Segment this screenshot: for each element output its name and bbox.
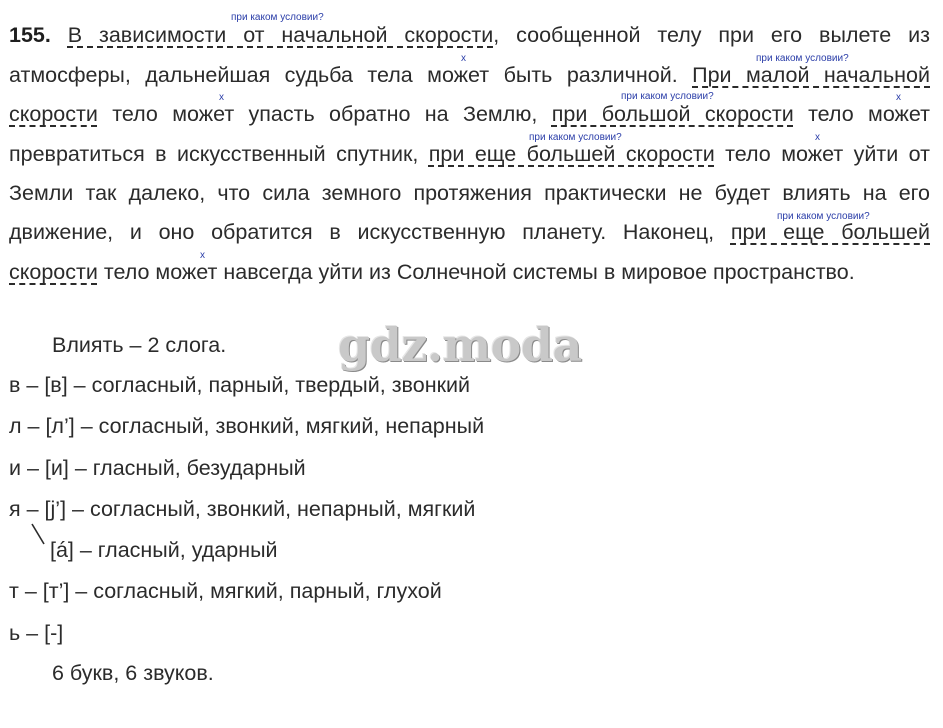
task-line-5 <box>9 180 930 206</box>
task-number: 155. <box>9 23 51 47</box>
adverbial-phrase-5: при еще большей <box>730 220 930 244</box>
question-annotation: при каком условии? <box>231 12 324 23</box>
task-line-6 <box>9 219 930 245</box>
analysis-row: т – [т’] – согласный, мягкий, парный, глухой <box>9 579 442 603</box>
task-text: тело может упасть обратно на Землю, <box>97 102 552 126</box>
adverbial-phrase-4: при еще большей скорости <box>428 142 715 166</box>
task-text: движение, и оно обратится в искусственную планету. Наконец, <box>9 220 731 244</box>
task-text: тело может навсегда уйти из Солнечной системы в мировое пространство. <box>97 260 855 284</box>
analysis-summary: 6 букв, 6 звуков. <box>52 661 214 685</box>
analysis-row: л – [л’] – согласный, звонкий, мягкий, непарный <box>9 414 485 438</box>
task-text: атмосферы, дальнейшая судьба тела может быть различной. <box>9 63 693 87</box>
question-annotation: при каком условии? <box>756 53 849 64</box>
watermark: gdz.moda <box>338 318 582 372</box>
x-mark: х <box>219 92 224 103</box>
task-line-4 <box>9 141 930 167</box>
adverbial-phrase-2-end: скорости <box>9 102 98 126</box>
adverbial-phrase-1: В зависимости от начальной скорости <box>67 23 494 47</box>
adverbial-phrase-2: При малой начальной <box>692 63 930 87</box>
task-text: тело может уйти от <box>714 142 930 166</box>
task-line-2 <box>9 62 930 88</box>
x-mark: х <box>896 92 901 103</box>
task-text: , сообщенной телу при его вылете из <box>493 23 930 47</box>
analysis-row: в – [в] – согласный, парный, твердый, звонкий <box>9 373 470 397</box>
branch-line-icon <box>30 522 46 546</box>
task-text: тело может <box>793 102 931 126</box>
question-annotation: при каком условии? <box>621 91 714 102</box>
analysis-row: я – [j’] – согласный, звонкий, непарный, мягкий <box>9 497 476 521</box>
question-annotation: при каком условии? <box>777 211 870 222</box>
analysis-row: [á] – гласный, ударный <box>50 538 278 562</box>
x-mark: х <box>200 250 205 261</box>
task-text: Земли так далеко, что сила земного протяжения практически не будет влиять на его <box>9 181 930 205</box>
question-annotation: при каком условии? <box>529 132 622 143</box>
analysis-row: и – [и] – гласный, безударный <box>9 456 306 480</box>
task-line-1 <box>9 22 930 48</box>
adverbial-phrase-5-end: скорости <box>9 260 98 284</box>
adverbial-phrase-3: при большой скорости <box>551 102 794 126</box>
task-text: превратиться в искусственный спутник, <box>9 142 429 166</box>
analysis-row: ь – [-] <box>9 621 64 645</box>
x-mark: х <box>461 53 466 64</box>
task-line-7 <box>9 259 855 285</box>
task-line-3 <box>9 101 930 127</box>
analysis-heading: Влиять – 2 слога. <box>52 333 227 357</box>
x-mark: х <box>815 132 820 143</box>
